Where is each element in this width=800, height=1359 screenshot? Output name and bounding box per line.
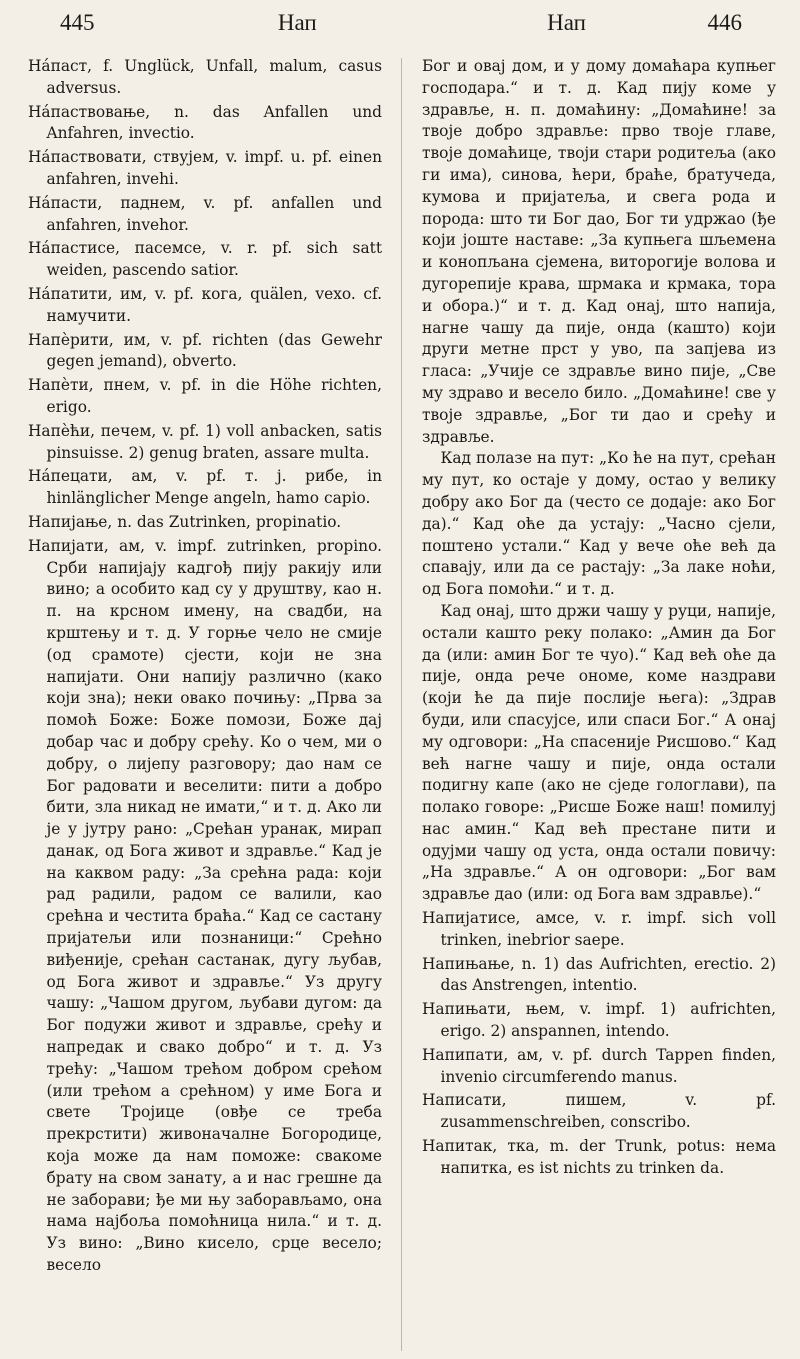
dictionary-entry: Нáпаствовати, ствујем, v. impf. u. pf. einen anfahren, invehi. bbox=[28, 148, 382, 188]
dictionary-entry: Напипати, ам, v. pf. durch Tappen finden, invenio circumferendo manus. bbox=[422, 1045, 776, 1086]
dictionary-entry: Нáпаствовање, n. das Anfallen und Anfahren, invectio. bbox=[28, 102, 382, 143]
right-page-number: 446 bbox=[707, 10, 742, 35]
dictionary-entry: Напèрити, им, v. pf. richten (das Gewehr gegen jemand), obverto. bbox=[28, 330, 382, 371]
dictionary-entry: Нáпасти, паднем, v. pf. anfallen und anfahren, invehor. bbox=[28, 193, 382, 234]
dictionary-entry: Напињати, њем, v. impf. 1) aufrichten, erigo. 2) anspannen, intendo. bbox=[422, 1000, 776, 1041]
dictionary-entry: Напèти, пнем, v. pf. in die Höhe richten, erigo. bbox=[28, 376, 382, 416]
dictionary-entry: Написати, пишем, v. pf. zusammenschreiben, conscribo. bbox=[422, 1091, 776, 1132]
text-paragraph: Бог и овај дом, и у дому домаћара купњег господара.“ и т. д. Кад пију коме у здравље, н. п. домаћину: „Домаћине! за твоје добро здравље: прво твоје главе, твоје домаћице, твоји стари родитеља (ако ги има), синова, ћери, браће, братучеда, кумова и пријатеља, и свега рода и порода: што ти Бог дао, Бог ти удржао (ђе који јоште наставе: „За купњега шљемена и конопљана сјемена, виторогије волова и дугорепије крава, шрмака и крмака, тора и обора.)“ и т. д. Кад онај, што напија, нагне чашу да пије, онда (кашто) који други метне прст у уво, па запјева из гласа: „Учије се здравље вино пије, „Све му здраво и весело било. „Домаћине! све у твоје здравље, „Бог ти дао и срећу и здравље. bbox=[422, 57, 776, 446]
page-header bbox=[28, 0, 776, 56]
dictionary-entry: Напèћи, печем, v. pf. 1) voll anbacken, satis pinsuisse. 2) genug braten, assare multa. bbox=[28, 421, 382, 462]
dictionary-entry: Напијање, n. das Zutrinken, propinatio. bbox=[28, 512, 342, 531]
dictionary-entry: Нáпастисе, пасемсе, v. r. pf. sich satt weiden, pascendo satior. bbox=[28, 239, 382, 280]
left-running-head: Нап bbox=[277, 10, 317, 35]
dictionary-entry: Напијати, ам, v. impf. zutrinken, propino. Срби напијају кадгођ пију ракију или вино; а особито кад су у друштву, као н. п. на крсном имену, на свадби, на крштењу и т. д. У горње чело не смије (од срамоте) сјести, који не зна напијати. Они напију различно (како који зна); неки овако почињу: „Прва за помоћ Боже: Боже помози, Боже дај добар час и добру срећу. Ко о чем, ми о добру, о лијепу разговору; дао нам се Бог радовати и веселити: пити а добро бити, зла никад не имати,“ и т. д. Ако ли је у јутру рано: „Срећан уранак, мирап данак, од Бога живот и здравље.“ Кад је на каквом раду: „За срећна рада: који рад радили, радом се валили, као срећна и честита браћа.“ Кад се састану пријатељи или познаници:“ Срећно виђеније, срећан састанак, дугу љубав, од Бога живот и здравље.“ Уз другу чашу: „Чашом другом, љубави дугом: да Бог подужи живот и здравље, срећу и напредак и свако добро“ и т. д. Уз трећу: „Чашом трећом добром срећом (или трећом а срећном) у име Бога и свете Тројице (овђе се треба прекрстити) живоначалне Богородице, која може да нам поможе: свакоме брату на свом занату, а и нас грешне да не заборави; ђе ми њу заборављамо, она нама најбоља помоћница нила.“ и т. д. Уз вино: „Вино кисело, срце весело; весело bbox=[28, 536, 382, 1275]
right-column bbox=[412, 56, 776, 1351]
text-paragraph: Кад онај, што држи чашу у руци, напије, остали кашто реку полако: „Амин да Бог да (или: амин Бог те чуо).“ Кад већ оће да пије, онда рече ономе, коме наздрави (који ће да пије послије њега): „Здрав буди, или спасујсе, или спаси Бог.“ А онај му одговори: „На спасеније Рисшово.“ Кад већ нагне чашу и пије, онда остали подигну капе (ако не сједе гологлави), па полако говоре: „Рисше Боже наш! помилуј нас амин.“ Кад већ престане пити и одујми чашу од уста, онда остали повичу: „На здравље.“ А он одговори: „Бог вам здравље дао (или: од Бога вам здравље).“ bbox=[422, 601, 776, 904]
dictionary-entry: Нáпаст, f. Unglück, Unfall, malum, casus adversus. bbox=[28, 57, 382, 97]
continued-text bbox=[422, 56, 776, 906]
dictionary-entry: Напињање, n. 1) das Aufrichten, erectio. 2) das Anstrengen, intentio. bbox=[422, 954, 776, 995]
left-page-number: 445 bbox=[60, 10, 95, 35]
columns bbox=[28, 56, 776, 1351]
dictionary-entry: Напијатисе, амсе, v. r. impf. sich voll trinken, inebrior saepe. bbox=[422, 909, 776, 949]
left-column bbox=[28, 56, 392, 1351]
dictionary-entry: Нáпецати, ам, v. pf. т. ј. рибе, in hinlänglicher Menge angeln, hamo capio. bbox=[28, 467, 382, 508]
text-paragraph: Кад полазе на пут: „Ко ће на пут, срећан му пут, ко остаје у дому, остао у велику добру ако Бог да (често се додаје: ако Бог да).“ Кад оће да устају: „Часно сјели, поштено устали.“ Кад у вече оће већ да спавају, или да се растају: „За лаке ноћи, од Бога помоћи.“ и т. д. bbox=[422, 449, 776, 599]
column-divider bbox=[401, 58, 402, 1351]
dictionary-entry: Нáпатити, им, v. pf. кога, quälen, vexo. cf. намучити. bbox=[28, 284, 382, 325]
right-running-head: Нап bbox=[547, 10, 586, 35]
dictionary-entry: Напитак, тка, m. der Trunk, potus: нема напитка, es ist nichts zu trinken da. bbox=[422, 1137, 776, 1177]
